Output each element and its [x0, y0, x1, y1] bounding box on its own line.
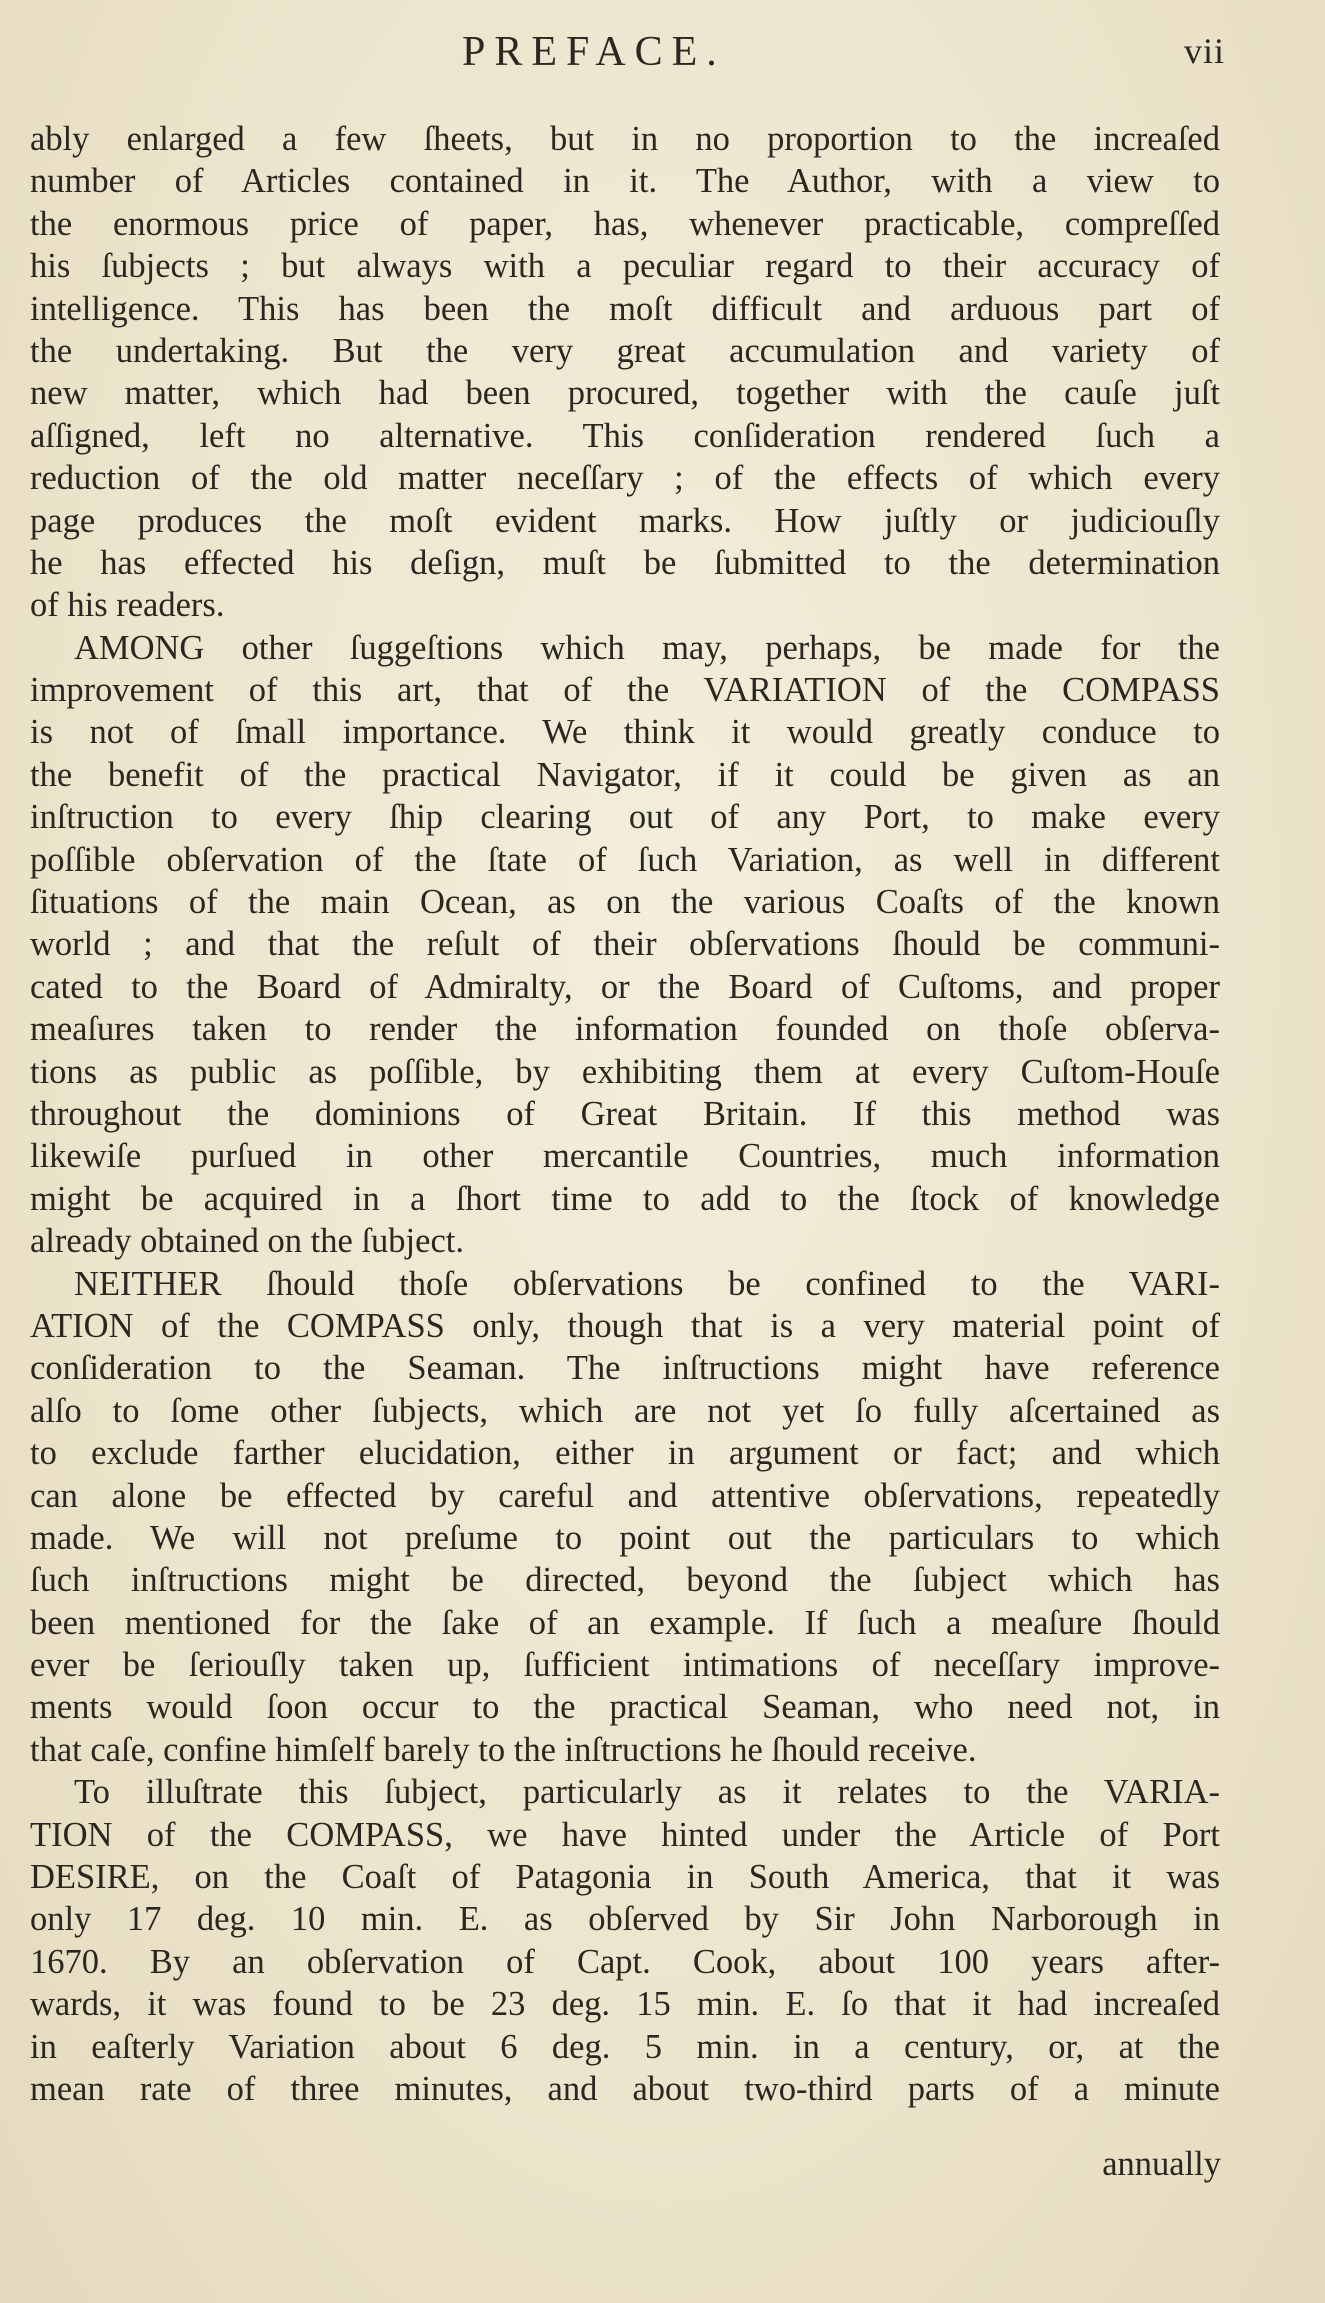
text-line: ably enlarged a few ſheets, but in no proportion to the increaſed: [30, 120, 1220, 158]
text-line: reduction of the old matter neceſſary ; of the effects of which every: [30, 459, 1220, 498]
text-line: mean rate of three minutes, and about two-third parts of a minute: [30, 2069, 1220, 2108]
running-head: [0, 28, 1325, 88]
text-line: in eaſterly Variation about 6 deg. 5 min. in a century, or, at the: [30, 2027, 1220, 2066]
body-text: [30, 118, 1220, 2110]
text-line: TION of the COMPASS, we have hinted under the Article of Port: [30, 1815, 1220, 1854]
text-line: world ; and that the reſult of their obſervations ſhould be communi-: [30, 925, 1220, 964]
text-line: poſſible obſervation of the ſtate of ſuch Variation, as well in different: [30, 840, 1220, 879]
text-line: been mentioned for the ſake of an example. If ſuch a meaſure ſhould: [30, 1603, 1220, 1642]
text-line: likewiſe purſued in other mercantile Countries, much information: [30, 1137, 1220, 1176]
text-line: he has effected his deſign, muſt be ſubmitted to the determination: [30, 543, 1220, 582]
text-line: ATION of the COMPASS only, though that is a very material point of: [30, 1306, 1220, 1345]
text-line: cated to the Board of Admiralty, or the Board of Cuſtoms, and proper: [30, 967, 1220, 1006]
text-line: already obtained on the ſubject.: [30, 1222, 464, 1261]
text-line: NEITHER ſhould thoſe obſervations be confined to the VARI-: [74, 1264, 1220, 1303]
text-line: number of Articles contained in it. The Author, with a view to: [30, 162, 1220, 201]
text-line: the enormous price of paper, has, whenever practicable, compreſſed: [30, 204, 1220, 243]
text-line: throughout the dominions of Great Britain. If this method was: [30, 1094, 1220, 1133]
text-line: meaſures taken to render the information founded on thoſe obſerva-: [30, 1010, 1220, 1049]
text-line: tions as public as poſſible, by exhibiting them at every Cuſtom-Houſe: [30, 1052, 1220, 1091]
text-line: ſituations of the main Ocean, as on the various Coaſts of the known: [30, 883, 1220, 922]
text-line: ſuch inſtructions might be directed, beyond the ſubject which has: [30, 1561, 1220, 1600]
text-line: of his readers.: [30, 586, 225, 625]
text-line: is not of ſmall importance. We think it would greatly conduce to: [30, 713, 1220, 752]
text-line: ever be ſeriouſly taken up, ſufficient intimations of neceſſary improve-: [30, 1646, 1220, 1685]
text-line: the undertaking. But the very great accumulation and variety of: [30, 331, 1220, 370]
text-line: To illuſtrate this ſubject, particularly as it relates to the VARIA-: [74, 1773, 1220, 1812]
text-line: aſſigned, left no alternative. This conſideration rendered ſuch a: [30, 416, 1220, 455]
text-line: AMONG other ſuggeſtions which may, perhaps, be made for the: [74, 628, 1220, 667]
running-title: PREFACE.: [462, 29, 726, 75]
text-line: wards, it was found to be 23 deg. 15 min. E. ſo that it had increaſed: [30, 1985, 1220, 2024]
text-line: conſideration to the Seaman. The inſtructions might have reference: [30, 1349, 1220, 1388]
text-line: page produces the moſt evident marks. How juſtly or judiciouſly: [30, 501, 1220, 540]
catchword: annually: [1102, 2145, 1221, 2183]
text-line: ments would ſoon occur to the practical Seaman, who need not, in: [30, 1688, 1220, 1727]
text-line: only 17 deg. 10 min. E. as obſerved by Sir John Narborough in: [30, 1900, 1220, 1939]
text-line: his ſubjects ; but always with a peculiar regard to their accuracy of: [30, 247, 1220, 286]
text-line: improvement of this art, that of the VARIATION of the COMPASS: [30, 671, 1220, 710]
text-line: made. We will not preſume to point out the particulars to which: [30, 1518, 1220, 1557]
text-line: new matter, which had been procured, together with the cauſe juſt: [30, 374, 1220, 413]
text-line: might be acquired in a ſhort time to add to the ſtock of knowledge: [30, 1179, 1220, 1218]
text-line: intelligence. This has been the moſt difficult and arduous part of: [30, 289, 1220, 328]
text-line: alſo to ſome other ſubjects, which are not yet ſo fully aſcertained as: [30, 1391, 1220, 1430]
page-number: vii: [1183, 31, 1225, 71]
text-line: can alone be effected by careful and attentive obſervations, repeatedly: [30, 1476, 1220, 1515]
text-line: 1670. By an obſervation of Capt. Cook, about 100 years after-: [30, 1942, 1220, 1981]
text-line: to exclude farther elucidation, either in argument or fact; and which: [30, 1434, 1220, 1473]
text-line: inſtruction to every ſhip clearing out of any Port, to make every: [30, 798, 1220, 837]
text-line: DESIRE, on the Coaſt of Patagonia in South America, that it was: [30, 1858, 1220, 1897]
text-line: the benefit of the practical Navigator, if it could be given as an: [30, 755, 1220, 794]
text-line: that caſe, confine himſelf barely to the inſtructions he ſhould receive.: [30, 1730, 977, 1769]
